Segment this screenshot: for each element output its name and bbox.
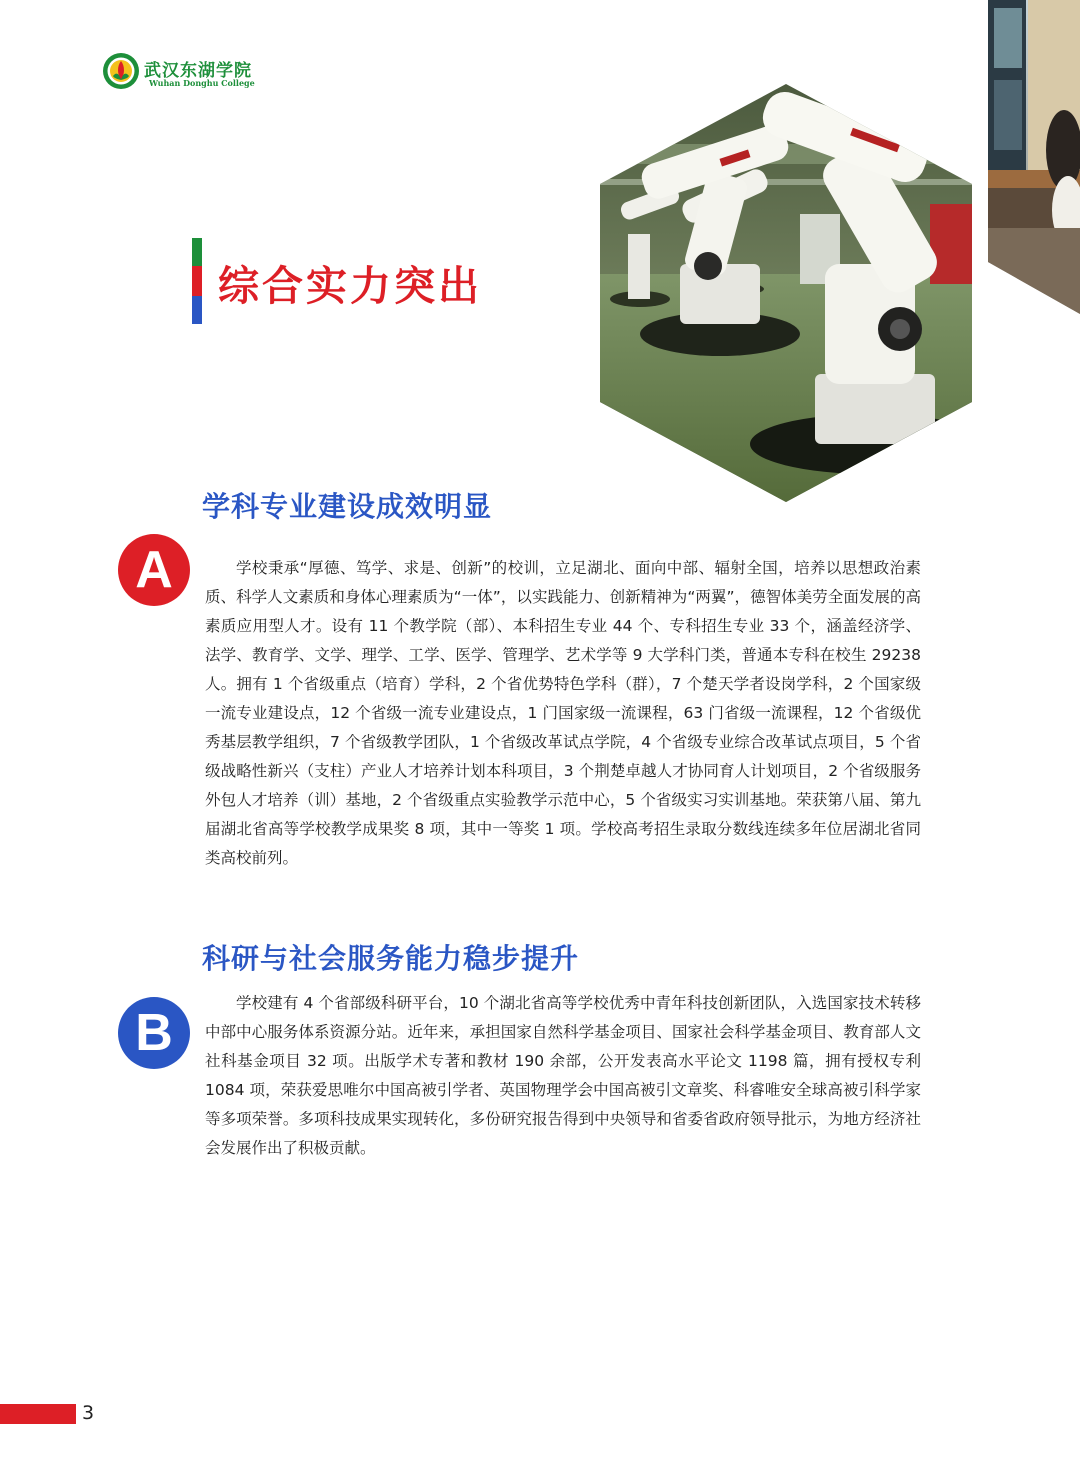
logo-english-name: Wuhan Donghu College [149,78,255,88]
section-b-title: 科研与社会服务能力稳步提升 [202,942,580,975]
page-number: 3 [82,1402,95,1424]
section-a-title: 学科专业建设成效明显 [202,490,493,523]
college-emblem-icon [102,52,140,90]
footer-accent-bar [0,1404,76,1424]
classroom-photo [988,0,1080,314]
title-accent-bar [192,238,202,324]
section-b-body: 学校建有 4 个省部级科研平台，10 个湖北省高等学校优秀中青年科技创新团队，入选国家技术转移中部中心服务体系资源分站。近年来，承担国家自然科学基金项目、国家社会科学基金项目、教育部人文社科基金项目 32 项。出版学术专著和教材 190 余部，公开发表高水平论文 1198 篇，拥有授权专利 1084 项，荣获爱思唯尔中国高被引学者、英国物理学会中国高被引文章奖、科睿唯安全球高被引科学家等多项荣誉。多项科技成果实现转化，多份研究报告得到中央领导和省委省政府领导批示，为地方经济社会发展作出了积极贡献。 [205,994,921,1157]
section-b-badge: B [118,997,190,1069]
college-logo [102,52,255,94]
section-a-body: 学校秉承“厚德、笃学、求是、创新”的校训，立足湖北、面向中部、辐射全国，培养以思想政治素质、科学人文素质和身体心理素质为“一体”，以实践能力、创新精神为“两翼”，德智体美劳全面发展的高素质应用型人才。设有 11 个教学院（部）、本科招生专业 44 个、专科招生专业 33 个，涵盖经济学、法学、教育学、文学、理学、工学、医学、管理学、艺术学等 9 大学科门类，普通本专科在校生 29238 人。拥有 1 个省级重点（培育）学科，2 个省优势特色学科（群），7 个楚天学者设岗学科，2 个国家级一流专业建设点，12 个省级一流专业建设点，1 门国家级一流课程，63 门省级一流课程，12 个省级优秀基层教学组织，7 个省级教学团队，1 个省级改革试点学院，4 个省级专业综合改革试点项目，5 个省级战略性新兴（支柱）产业人才培养计划本科项目，3 个荆楚卓越人才协同育人计划项目，2 个省级服务外包人才培养（训）基地，2 个省级重点实验教学示范中心，5 个省级实习实训基地。荣获第八届、第九届湖北省高等学校教学成果奖 8 项，其中一等奖 1 项。学校高考招生录取分数线连续多年位居湖北省同类高校前列。 [205,559,921,867]
section-a-badge: A [118,534,190,606]
robot-arm-lab-photo [600,84,972,502]
page-title: 综合实力突出 [218,262,482,310]
logo-chinese-name: 武汉东湖学院 [144,61,252,81]
